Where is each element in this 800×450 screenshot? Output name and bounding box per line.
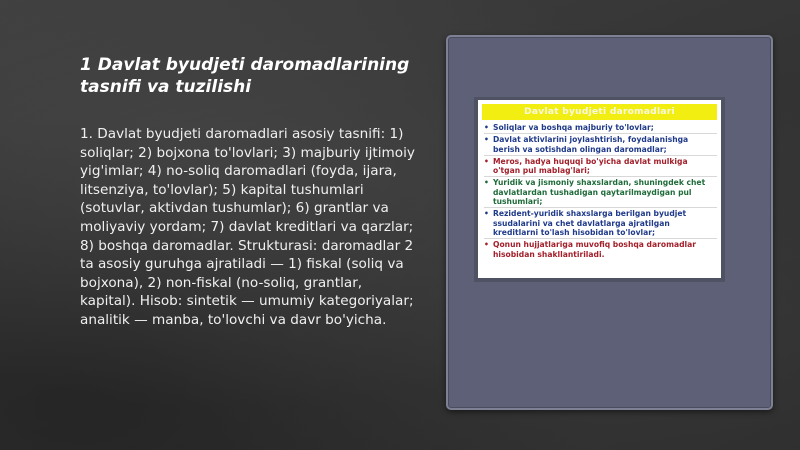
embedded-slide-item-text: Yuridik va jismoniy shaxslardan, shuningdek chet davlatlardan tushadigan qaytarilmaydigan pul tushumlari;: [493, 178, 706, 207]
embedded-slide-item-text: Meros, hadya huquqi bo'yicha davlat mulkiga o'tgan pul mablag'lari;: [493, 156, 688, 176]
bullet-icon: •: [484, 156, 489, 166]
bullet-icon: •: [484, 209, 489, 219]
embedded-slide-item-text: Soliqlar va boshqa majburiy to'lovlar;: [493, 123, 654, 132]
embedded-slide-item: [484, 134, 717, 156]
embedded-slide-item: [484, 156, 717, 178]
embedded-slide-image: [478, 100, 721, 278]
embedded-slide-item: [484, 208, 717, 239]
slide-body-text: 1. Davlat byudjeti daromadlari asosiy tasnifi: 1) soliqlar; 2) bojxona to'lovlari; 3) majburiy ijtimoiy yig'imlar; 4) no-soliq daromadlari (foyda, ijara, litsenziya, to'lovlar); 5) kapital tushumlari (sotuvlar, aktivdan tushumlar); 6) grantlar va moliyaviy yordam; 7) davlat kreditlari va qarzlar; 8) boshqa daromadlar. Strukturasi: daromadlar 2 ta asosiy guruhga ajratiladi — 1) fiskal (soliq va bojxona), 2) non-fiskal (no-soliq, grantlar, kapital). Hisob: sintetik — umumiy kategoriyalar; analitik — manba, to'lovchi va davr bo'yicha.: [80, 126, 415, 328]
embedded-slide-header: Davlat byudjeti daromadlari: [482, 104, 717, 120]
embedded-slide-item-text: Rezident-yuridik shaxslarga berilgan byudjet ssudalarini va chet davlatlarga ajratilgan kreditlarni to'lash hisobidan to'lovlar;: [493, 209, 687, 237]
embedded-slide-item-text: Qonun hujjatlariga muvofiq boshqa daromadlar hisobidan shakllantiriladi.: [493, 240, 697, 259]
bullet-icon: •: [484, 135, 489, 145]
embedded-slide-item-text: Davlat aktivlarini joylashtirish, foydalanishga berish va sotishdan olingan daromadlar;: [493, 135, 689, 154]
bullet-icon: •: [484, 240, 489, 250]
slide-title: 1 Davlat byudjeti daromadlarining tasnifi va tuzilishi: [80, 55, 410, 97]
bullet-icon: •: [484, 178, 489, 188]
bullet-icon: •: [484, 123, 489, 132]
embedded-slide-item: [484, 122, 717, 134]
embedded-slide-item: [484, 239, 717, 260]
embedded-slide-item: [484, 177, 717, 208]
embedded-slide-list: [478, 122, 721, 260]
